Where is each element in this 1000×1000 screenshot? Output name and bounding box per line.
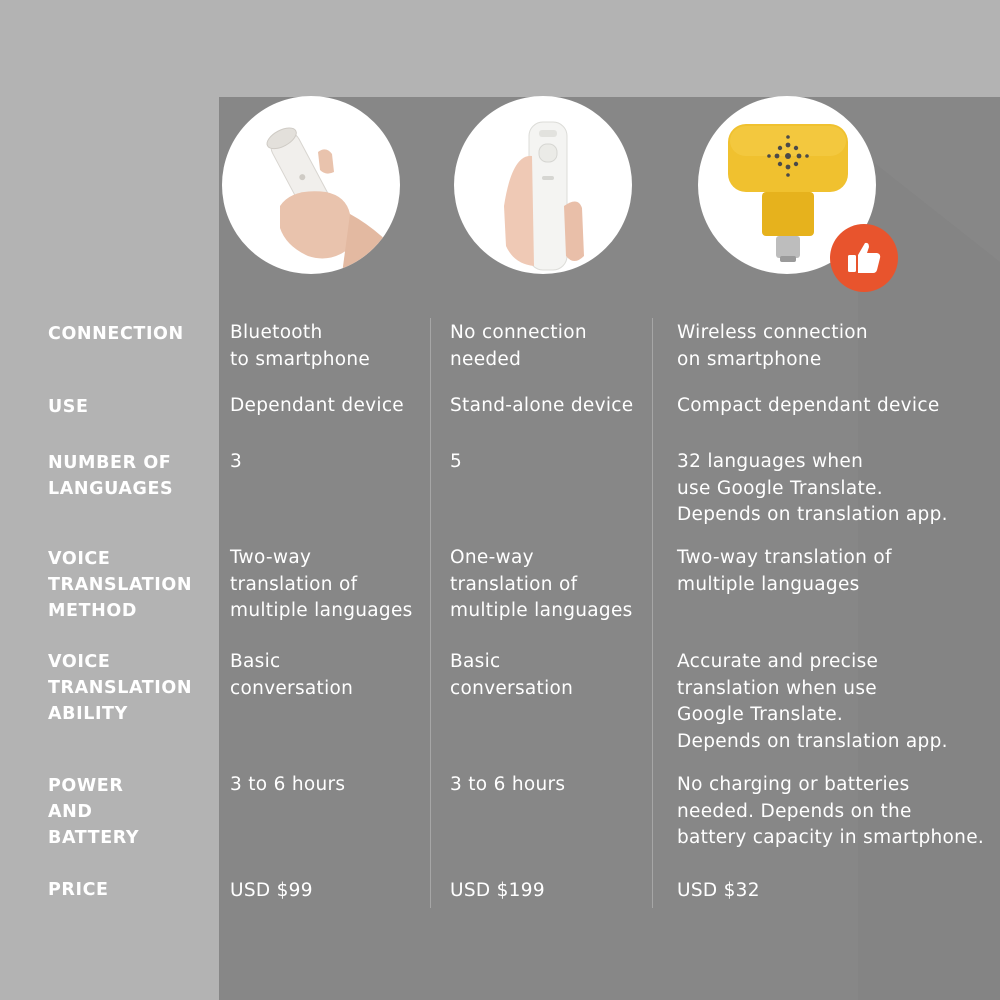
- cell-voice-method-product-1: Two-way translation of multiple languages: [230, 547, 413, 621]
- cell-languages-product-1: 3: [230, 451, 243, 472]
- cell-use-product-2: Stand-alone device: [450, 395, 634, 416]
- cell-languages-product-2: 5: [450, 451, 463, 472]
- cell-use-product-3: Compact dependant device: [677, 395, 940, 416]
- row-label-voice-method: VOICE TRANSLATION METHOD: [48, 549, 193, 621]
- handheld-device-image: [222, 96, 400, 274]
- cell-voice-method-product-3: Two-way translation of multiple languages: [677, 547, 892, 595]
- cell-use-product-1: Dependant device: [230, 395, 404, 416]
- cell-voice-method-product-2: One-way translation of multiple languages: [450, 547, 633, 621]
- cell-power-product-1: 3 to 6 hours: [230, 774, 346, 795]
- row-label-connection: CONNECTION: [48, 324, 184, 344]
- row-label-voice-ability: VOICE TRANSLATION ABILITY: [48, 652, 193, 724]
- column-divider: [430, 318, 431, 908]
- cell-connection-product-1: Bluetooth to smartphone: [230, 322, 371, 370]
- row-label-use: USE: [48, 397, 89, 417]
- row-label-power-battery: POWER AND BATTERY: [48, 776, 140, 848]
- cell-connection-product-3: Wireless connection on smartphone: [677, 322, 868, 370]
- cell-voice-ability-product-1: Basic conversation: [230, 651, 354, 699]
- cell-connection-product-2: No connection needed: [450, 322, 587, 370]
- standalone-device-image: [454, 96, 632, 274]
- thumbs-up-icon: [830, 224, 898, 292]
- row-label-languages: NUMBER OF LANGUAGES: [48, 453, 174, 499]
- row-label-price: PRICE: [48, 880, 109, 900]
- cell-price-product-1: USD $99: [230, 880, 313, 901]
- cell-price-product-3: USD $32: [677, 880, 760, 901]
- cell-price-product-2: USD $199: [450, 880, 545, 901]
- cell-voice-ability-product-3: Accurate and precise translation when use Google Translate. Depends on translation app.: [677, 651, 948, 752]
- cell-power-product-2: 3 to 6 hours: [450, 774, 566, 795]
- column-divider: [652, 318, 653, 908]
- cell-voice-ability-product-2: Basic conversation: [450, 651, 574, 699]
- cell-languages-product-3: 32 languages when use Google Translate. Depends on translation app.: [677, 451, 948, 525]
- cell-power-product-3: No charging or batteries needed. Depends on the battery capacity in smartphone.: [677, 774, 985, 848]
